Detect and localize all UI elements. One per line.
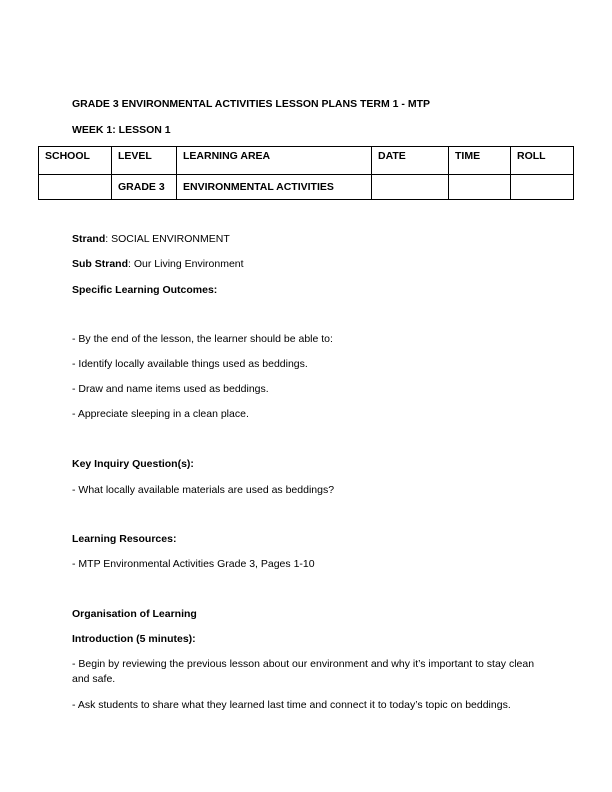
header-time: TIME xyxy=(449,147,511,175)
introduction-heading: Introduction (5 minutes): xyxy=(72,633,196,645)
week-lesson: WEEK 1: LESSON 1 xyxy=(72,124,171,136)
cell-roll xyxy=(511,175,574,200)
organisation-item: - Begin by reviewing the previous lesson about our environment and why it’s important to stay clean and safe. xyxy=(72,658,535,685)
cell-level: GRADE 3 xyxy=(112,175,177,200)
inquiry-heading: Key Inquiry Question(s): xyxy=(72,458,194,470)
table-row xyxy=(39,175,574,200)
header-roll: ROLL xyxy=(511,147,574,175)
table-header-row xyxy=(39,147,574,175)
cell-learning-area: ENVIRONMENTAL ACTIVITIES xyxy=(177,175,372,200)
sub-strand: Sub Strand: Our Living Environment xyxy=(72,258,244,270)
header-level: LEVEL xyxy=(112,147,177,175)
cell-school xyxy=(39,175,112,200)
outcome-item: - Draw and name items used as beddings. xyxy=(72,383,269,395)
resources-heading: Learning Resources: xyxy=(72,533,177,545)
document-title: GRADE 3 ENVIRONMENTAL ACTIVITIES LESSON PLANS TERM 1 - MTP xyxy=(72,98,430,110)
outcomes-heading: Specific Learning Outcomes: xyxy=(72,284,218,296)
header-date: DATE xyxy=(372,147,449,175)
outcome-item: - Identify locally available things used as beddings. xyxy=(72,358,308,370)
organisation-heading: Organisation of Learning xyxy=(72,608,197,620)
lesson-info-table xyxy=(38,146,574,200)
organisation-item: - Ask students to share what they learned last time and connect it to today’s topic on beddings. xyxy=(72,699,511,711)
resources-item: - MTP Environmental Activities Grade 3, Pages 1-10 xyxy=(72,558,315,570)
header-school: SCHOOL xyxy=(39,147,112,175)
outcome-item: - Appreciate sleeping in a clean place. xyxy=(72,408,249,420)
header-learning-area: LEARNING AREA xyxy=(177,147,372,175)
outcome-item: - By the end of the lesson, the learner should be able to: xyxy=(72,333,333,345)
strand: Strand: SOCIAL ENVIRONMENT xyxy=(72,233,230,245)
cell-date xyxy=(372,175,449,200)
inquiry-item: - What locally available materials are used as beddings? xyxy=(72,484,335,496)
cell-time xyxy=(449,175,511,200)
